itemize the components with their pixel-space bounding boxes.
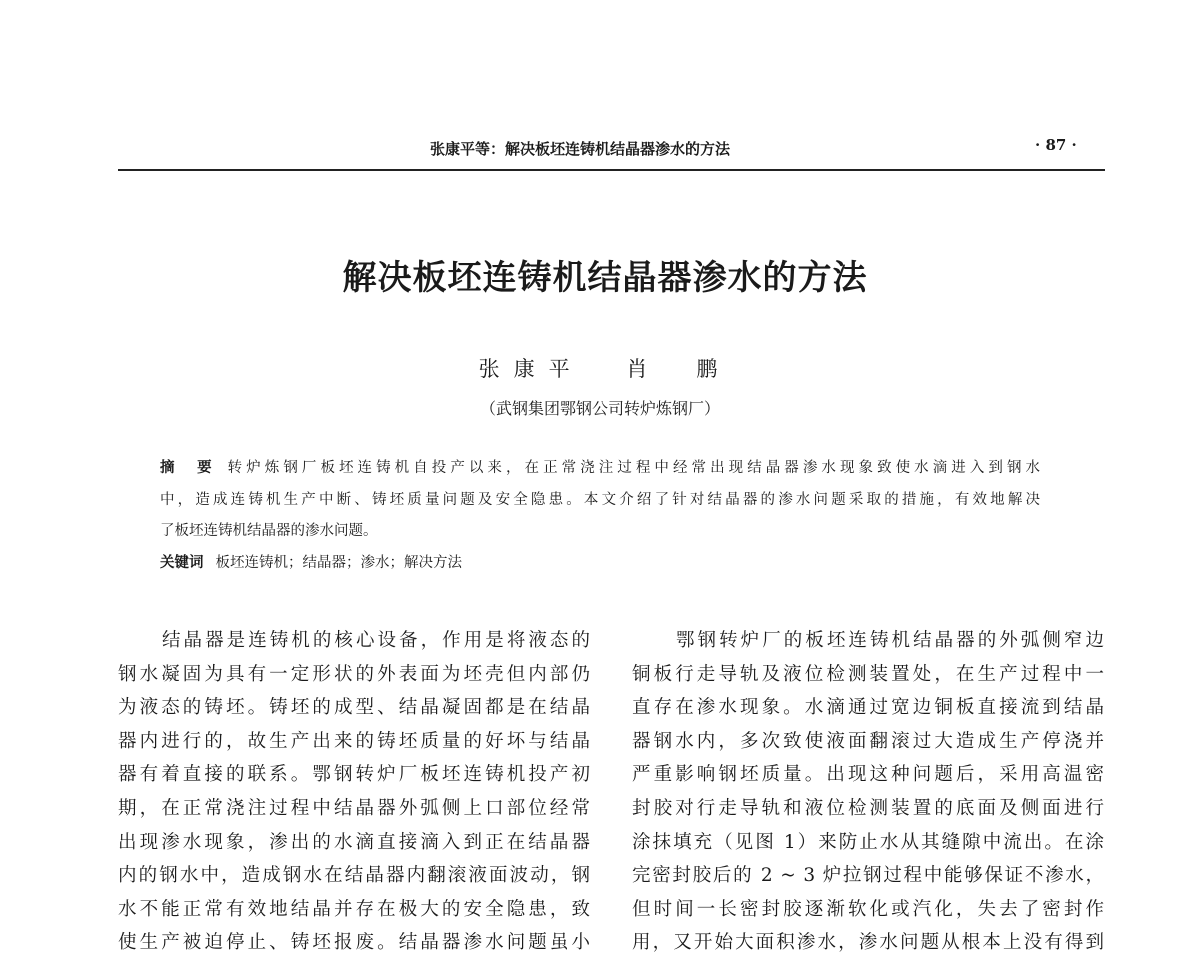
header-rule	[118, 169, 1105, 171]
body-line: 期，在正常浇注过程中结晶器外弧侧上口部位经常	[118, 797, 590, 819]
page-number: · 87 ·	[1035, 136, 1077, 154]
paper-title: 解决板坯连铸机结晶器渗水的方法	[342, 258, 868, 298]
body-line: 涂抹填充（见图 1）来防止水从其缝隙中流出。在涂	[632, 831, 1104, 853]
body-line: 直存在渗水现象。水滴通过宽边铜板直接流到结晶	[632, 697, 1104, 719]
author-1: 张康平	[478, 357, 584, 381]
body-line: 钢水凝固为具有一定形状的外表面为坯壳但内部仍	[118, 663, 590, 685]
body-line: 为液态的铸坯。铸坯的成型、结晶凝固都是在结晶	[118, 697, 590, 719]
body-line: 鄂钢转炉厂的板坯连铸机结晶器的外弧侧窄边	[676, 630, 1104, 651]
body-line: 封胶对行走导轨和液位检测装置的底面及侧面进行	[632, 797, 1104, 819]
body-line: 器内进行的，故生产出来的铸坯质量的好坏与结晶	[118, 730, 590, 752]
abstract-label: 摘 要	[160, 460, 216, 476]
body-line: 内的钢水中，造成钢水在结晶器内翻滚液面波动，钢	[118, 865, 590, 887]
authors	[0, 353, 1200, 383]
body-line: 用，又开始大面积渗水，渗水问题从根本上没有得到	[632, 932, 1104, 954]
abstract-line: 了板坯连铸机结晶器的渗水问题。	[160, 523, 378, 539]
body-right-column	[632, 626, 1104, 962]
author-2: 肖 鹏	[626, 357, 732, 381]
body-line: 水不能正常有效地结晶并存在极大的安全隐患，致	[118, 898, 590, 920]
abstract-line: 摘 要 转炉炼钢厂板坯连铸机自投产以来，在正常浇注过程中经常出现结晶器渗水现象致使水滴进入到钢水	[160, 460, 1041, 476]
keywords-text: 板坯连铸机；结晶器；渗水；解决方法	[215, 555, 462, 571]
keywords	[160, 553, 1040, 573]
body-left-column	[118, 626, 590, 962]
body-line: 器有着直接的联系。鄂钢转炉厂板坯连铸机投产初	[118, 764, 590, 786]
body-line: 结晶器是连铸机的核心设备，作用是将液态的	[162, 630, 590, 651]
keywords-label: 关键词	[160, 555, 204, 571]
running-header: 张康平等：解决板坯连铸机结晶器渗水的方法	[430, 140, 731, 158]
body-line: 器钢水内，多次致使液面翻滚过大造成生产停浇并	[632, 730, 1104, 752]
body-line: 完密封胶后的 2 ~ 3 炉拉钢过程中能够保证不渗水，	[632, 865, 1104, 887]
body-line: 铜板行走导轨及液位检测装置处，在生产过程中一	[632, 663, 1104, 685]
body-line: 出现渗水现象，渗出的水滴直接滴入到正在结晶器	[118, 831, 590, 853]
abstract-line: 中，造成连铸机生产中断、铸坯质量问题及安全隐患。本文介绍了针对结晶器的渗水问题采取的措施，有效地解决	[160, 492, 1040, 508]
body-line: 但时间一长密封胶逐渐软化或汽化，失去了密封作	[632, 898, 1104, 920]
affiliation: （武钢集团鄂钢公司转炉炼钢厂）	[479, 399, 720, 418]
body-line: 使生产被迫停止、铸坯报废。结晶器渗水问题虽小	[118, 932, 590, 954]
body-line: 严重影响钢坯质量。出现这种问题后，采用高温密	[632, 764, 1104, 786]
